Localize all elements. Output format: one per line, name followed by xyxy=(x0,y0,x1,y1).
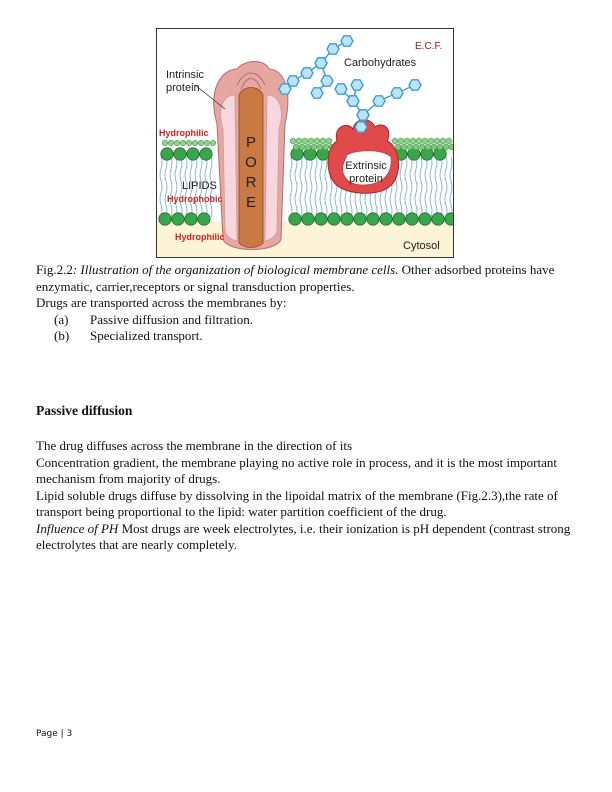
list-item xyxy=(54,312,576,329)
list-marker: (b) xyxy=(54,328,70,343)
lipid-head xyxy=(445,213,453,225)
sugar-ring xyxy=(311,88,323,98)
lipid-tail xyxy=(425,157,427,217)
lipid-tail xyxy=(325,157,327,217)
lipid-tail xyxy=(300,157,302,217)
lipid-tail xyxy=(450,157,452,217)
sugar-ring xyxy=(347,96,359,106)
lipid-tail xyxy=(435,157,437,217)
lipid-tail xyxy=(310,157,312,217)
lipid-head xyxy=(185,213,197,225)
lipid-head-back xyxy=(302,138,308,144)
lipid-head xyxy=(198,213,210,225)
sugar-ring xyxy=(373,96,385,106)
sugar-ring xyxy=(391,88,403,98)
caption-figure-number: Fig.2.2 xyxy=(36,262,73,277)
lipid-head-back xyxy=(440,138,446,144)
lipid-head-back xyxy=(401,144,407,150)
lipid-tail xyxy=(415,157,417,217)
lipid-heads-bottom xyxy=(159,213,453,225)
lipid-head-back xyxy=(305,144,311,150)
sugar-ring xyxy=(279,84,291,94)
lipid-head-back xyxy=(308,138,314,144)
sugar-ring xyxy=(351,80,363,90)
lipid-head xyxy=(419,213,431,225)
list-text: Specialized transport. xyxy=(90,328,203,343)
lipid-head xyxy=(200,148,212,160)
sugar-ring xyxy=(357,110,369,120)
lipid-head xyxy=(174,148,186,160)
lipid-head-back xyxy=(395,144,401,150)
lipid-head xyxy=(161,148,173,160)
page-number: Page | 3 xyxy=(36,729,73,739)
sugar-ring xyxy=(321,76,333,86)
pore-letter: E xyxy=(245,194,257,211)
lipid-head-back xyxy=(296,138,302,144)
caption-description: Other adsorbed proteins have enzymatic, carrier,receptors or signal transduction properties. xyxy=(36,262,555,294)
lipid-head-back xyxy=(416,138,422,144)
lipid-head xyxy=(159,213,171,225)
lipid-head xyxy=(302,213,314,225)
hydrophilic-bottom-label: Hydrophilic xyxy=(175,232,225,242)
lipid-head-back xyxy=(186,140,192,146)
lipid-head-back xyxy=(320,138,326,144)
body-text: Most drugs are week electrolytes, i.e. their ionization is pH dependent (contrast strong electrolytes that are nearly completely. xyxy=(36,520,571,552)
sugar-ring xyxy=(327,44,339,54)
lipid-head-back xyxy=(323,144,329,150)
cytosol-label: Cytosol xyxy=(403,240,440,252)
lipid-head-back xyxy=(437,144,443,150)
extrinsic-label-line1: Extrinsic xyxy=(345,160,387,172)
lipid-tail xyxy=(320,157,322,217)
pore-letter: O xyxy=(245,154,257,171)
lipid-head-back xyxy=(317,144,323,150)
body-italic-term: Influence of PH xyxy=(36,520,119,536)
lipid-head-back xyxy=(311,144,317,150)
hydrophobic-label: Hydrophobic xyxy=(167,194,223,204)
lipid-head xyxy=(289,213,301,225)
extrinsic-label-line2: protein xyxy=(349,173,383,185)
section-body xyxy=(36,438,576,554)
body-line: Lipid soluble drugs diffuse by dissolving in the lipoidal matrix of the membrane (Fig.2.3),the rate of transport being proportional to the lipid: water partition coefficient of the drug. xyxy=(36,487,558,519)
lipid-head-back xyxy=(180,140,186,146)
lipid-tail xyxy=(290,157,292,217)
lipid-head-back xyxy=(443,144,449,150)
lipid-tail xyxy=(315,157,317,217)
lipid-tail xyxy=(170,157,172,217)
membrane-diagram xyxy=(157,29,453,257)
list-marker: (a) xyxy=(54,311,69,327)
lipid-tail xyxy=(420,157,422,217)
membrane-figure xyxy=(156,28,454,258)
lipid-head-back xyxy=(398,138,404,144)
lipid-head-back xyxy=(392,138,398,144)
lipid-head-back xyxy=(419,144,425,150)
lipid-head-back xyxy=(326,138,332,144)
lipid-tail xyxy=(175,157,177,217)
lipid-head-back xyxy=(299,144,305,150)
lipid-head-back xyxy=(290,138,296,144)
sugar-ring xyxy=(355,122,367,132)
lipid-head xyxy=(172,213,184,225)
hydrophilic-top-label: Hydrophilic xyxy=(159,128,209,138)
lipid-head-back xyxy=(446,138,452,144)
lipid-head-back xyxy=(407,144,413,150)
lipid-head-back xyxy=(404,138,410,144)
lipid-head-back xyxy=(413,144,419,150)
lipid-tail xyxy=(165,157,167,217)
lipid-head xyxy=(380,213,392,225)
lipid-head-back xyxy=(434,138,440,144)
lipid-head-back xyxy=(410,138,416,144)
carbohydrates-label: Carbohydrates xyxy=(344,57,417,69)
lipid-tail xyxy=(440,157,442,217)
sugar-ring xyxy=(301,68,313,78)
lipid-head-back xyxy=(204,140,210,146)
lipid-head-back xyxy=(422,138,428,144)
caption-transport-intro: Drugs are transported across the membranes by: xyxy=(36,295,287,310)
lipid-head xyxy=(367,213,379,225)
pore-letter: P xyxy=(245,134,257,151)
lipid-head-back xyxy=(449,144,453,150)
figure-caption xyxy=(36,262,576,345)
lipid-head-back xyxy=(192,140,198,146)
lipid-head-back xyxy=(198,140,204,146)
lipid-tail xyxy=(430,157,432,217)
lipid-head-back xyxy=(428,138,434,144)
body-line: Concentration gradient, the membrane playing no active role in process, and it is the most important mechanism from majority of drugs. xyxy=(36,454,557,486)
lipid-head-back xyxy=(293,144,299,150)
lipid-head-back xyxy=(168,140,174,146)
body-line: The drug diffuses across the membrane in the direction of its xyxy=(36,438,353,453)
lipids-label: LIPIDS xyxy=(182,180,217,192)
sugar-ring xyxy=(341,36,353,46)
caption-paragraph xyxy=(36,262,576,295)
lipid-head-back xyxy=(174,140,180,146)
pore-letter: R xyxy=(245,174,257,191)
lipid-head xyxy=(187,148,199,160)
section-heading: Passive diffusion xyxy=(36,403,133,418)
lipid-head-back xyxy=(162,140,168,146)
lipid-head xyxy=(315,213,327,225)
lipid-head xyxy=(406,213,418,225)
caption-title: : Illustration of the organization of biological membrane cells. xyxy=(72,262,399,277)
lipid-heads-top xyxy=(161,138,453,160)
lipid-tail xyxy=(400,157,402,217)
sugar-ring xyxy=(335,84,347,94)
lipid-head xyxy=(393,213,405,225)
sugar-ring xyxy=(409,80,421,90)
list-item xyxy=(54,328,576,345)
lipid-tail xyxy=(295,157,297,217)
lipid-tail xyxy=(445,157,447,217)
intrinsic-label-line2: protein xyxy=(166,82,200,94)
sugar-ring xyxy=(315,58,327,68)
lipid-head xyxy=(341,213,353,225)
lipid-head xyxy=(354,213,366,225)
lipid-tail xyxy=(405,157,407,217)
lipid-head xyxy=(328,213,340,225)
lipid-tail xyxy=(410,157,412,217)
intrinsic-label-line1: Intrinsic xyxy=(166,69,204,81)
lipid-head-back xyxy=(210,140,216,146)
list-text: Passive diffusion and filtration. xyxy=(90,311,253,327)
lipid-tail xyxy=(160,157,162,217)
ecf-label: E.C.F. xyxy=(415,41,443,52)
carbohydrate-chains xyxy=(279,36,421,132)
lipid-head-back xyxy=(425,144,431,150)
body-line xyxy=(36,521,576,554)
lipid-head-back xyxy=(431,144,437,150)
lipid-head xyxy=(432,213,444,225)
lipid-tail xyxy=(305,157,307,217)
transport-list xyxy=(36,312,576,345)
lipid-head-back xyxy=(314,138,320,144)
